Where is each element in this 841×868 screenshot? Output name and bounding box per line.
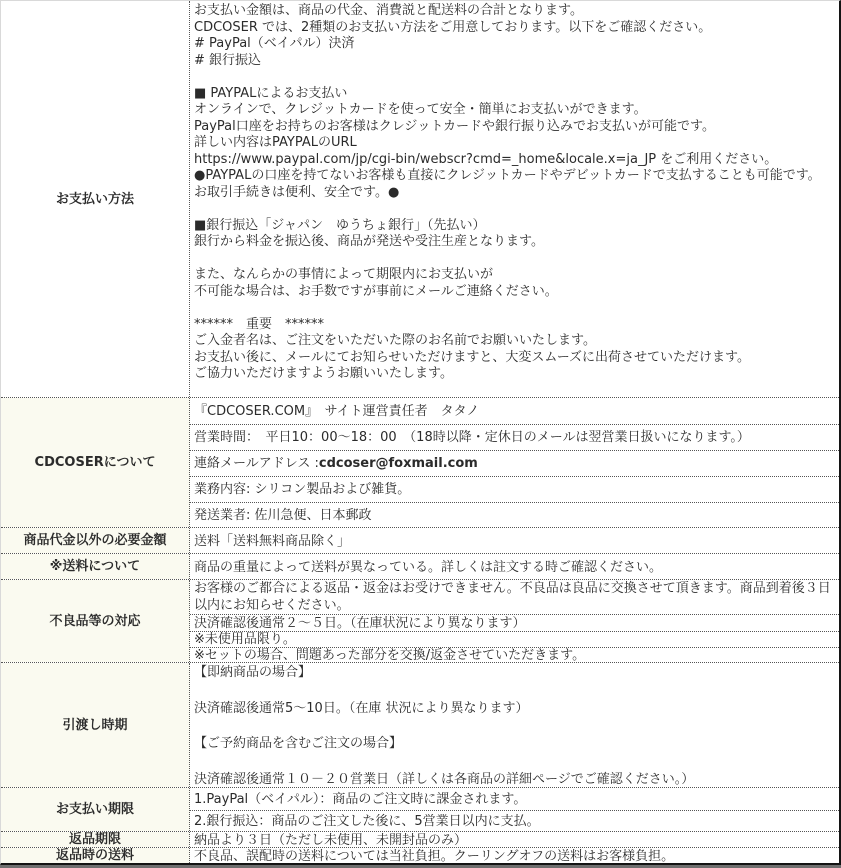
text-line [194,251,835,268]
business-hours-line: 営業時間： 平日10：00～18：00 （18時以降・定休日のメールは翌営業日扱いになります。） [190,424,839,450]
row-header-label: お支払い方法 [55,191,134,207]
extra-charges-text: 送料「送料無料商品除く」 [194,533,351,549]
shipping-carrier-line: 発送業者: 佐川急便、日本郵政 [190,502,839,527]
row-extra-charges [1,527,839,553]
row-header-label: ※送料について [49,559,141,574]
text-line: お取引手続きは便利、安全です。● [194,184,400,200]
row-header-about-cdcoser [1,398,190,527]
text-line: ご入金者名は、ご注文をいただいた際のお名前でお願いいたします。 [194,333,596,348]
return-shipping-text: 不良品、誤配時の送料については当社負担。クーリングオフの送料はお客様負担。 [194,848,675,863]
text-line [194,682,835,700]
text-line [194,753,835,771]
text-line: お支払い金額は、商品の代金、消費説と配送料の合計となります。 [194,3,583,18]
site-operator-line: 『CDCOSER.COM』 サイト運営責任者 タタノ [194,403,480,419]
delivery-time-content [190,663,839,787]
row-payment-deadline [1,787,839,831]
contact-email-label: 連絡メールアドレス : [194,456,319,471]
text-line: 決済確認後通常5～10日。（在庫 状況により異なります） [194,700,529,716]
text-line: 決済確認後通常１０－２０営業日（詳しくは各商品の詳細ページでご確認ください。） [194,771,695,787]
text-line: PayPal口座をお持ちのお客様はクレジットカードや銀行振り込みでお支払いが可能です。 [194,118,715,134]
text-line: 銀行から料金を振込後、商品が発送や受注生産となります。 [194,234,544,249]
text-line: ****** 重要 ****** [194,316,325,332]
row-shipping-note [1,553,839,579]
business-description-line: 業務内容: シリコン製品および雑貨。 [190,476,839,502]
row-header-label: CDCOSERについて [34,455,156,470]
row-header-extra-charges [1,528,190,553]
row-return-deadline [1,831,839,847]
text-line: # PayPal（ベイパル）決済 [194,36,355,51]
row-header-payment-deadline [1,788,190,831]
return-shipping-content [190,848,839,863]
row-header-delivery-time [1,663,190,787]
row-header-label: お支払い期限 [55,802,134,817]
about-cdcoser-content [190,398,839,527]
defective-items-content [190,580,839,662]
text-line [194,717,835,735]
row-about-cdcoser [1,397,839,527]
text-line: お支払い後に、メールにてお知らせいただけますと、大変スムーズに出荷させていただけます。 [194,349,751,365]
text-line: ●PAYPALの口座を持てないお客様も直接にクレジットカードやデビットカードで支払することも可能です。 [194,168,821,183]
text-line: オンラインで、クレジットカードを使って安全・簡単にお支払いができます。 [194,102,647,117]
row-header-return-shipping [1,848,190,863]
row-delivery-time [1,662,839,787]
text-line: また、なんらかの事情によって期限内にお支払いが [194,267,494,282]
text-line: 詳しい内容はPAYPALのURL [194,135,357,150]
row-header-label: 商品代金以外の必要金額 [23,533,167,548]
defective-processing-time: 決済確認後通常２～５日。（在庫状況により異なります） [190,614,839,631]
row-header-shipping-note [1,554,190,579]
text-line: ご協力いただけますようお願いいたします。 [194,366,453,381]
text-line [194,69,835,86]
row-return-shipping [1,847,839,863]
text-line: 【即納商品の場合】 [194,665,312,680]
text-line: ■ PAYPALによるお支払い [194,85,348,101]
extra-charges-content [190,528,839,553]
payment-method-content [190,1,839,397]
text-line [194,201,835,218]
row-header-defective-items [1,580,190,662]
row-payment-method [1,1,839,397]
text-line: # 銀行振込 [194,52,262,68]
row-header-label: 返品時の送料 [55,848,134,863]
shipping-note-text: 商品の重量によって送料が異なっている。詳しくは註文する時ご確認ください。 [194,559,663,575]
row-header-label: 不良品等の対応 [49,613,141,629]
row-header-label: 返品期限 [68,832,121,847]
defective-policy-text: お客様のご都合による返品・返金はお受けできません。不良品は良品に交換させて頂きます。商品到着後３日以内にお知らせください。 [194,581,831,613]
row-header-payment-method [1,1,190,397]
row-defective-items [1,579,839,662]
return-deadline-content [190,832,839,847]
text-line [194,300,835,317]
defective-unused-only-note: ※未使用品限り。 [190,631,839,647]
payment-deadline-paypal: 1.PayPal（ベイパル）：商品のご注文時に課金されます。 [194,791,527,807]
return-deadline-text: 納品より３日（ただし未使用、未開封品のみ） [194,832,468,847]
text-line: 不可能な場合は、お手数ですが事前にメールご連絡ください。 [194,283,558,299]
email-address: cdcoser@foxmail.com [318,456,478,471]
text-line: CDCOSER では、2種類のお支払い方法をご用意しております。以下をご確認ください。 [194,19,712,35]
text-line: ■銀行振込「ジャパン ゆうちょ銀行」（先払い） [194,217,486,233]
row-header-label: 引渡し時期 [62,717,128,733]
text-line: 【ご予約商品を含むご注文の場合】 [194,736,403,752]
text-line: https://www.paypal.com/jp/cgi-bin/webscr?cmd=_home&locale.x=ja_JP をご利用ください。 [194,151,778,167]
payment-deadline-content [190,788,839,831]
payment-deadline-bank: 2.銀行振込：商品のご注文した後に、5営業日以内に支払。 [190,810,839,831]
defective-set-note: ※セットの場合、問題あった部分を交換/返金させていただきます。 [190,647,839,662]
row-header-return-deadline [1,832,190,847]
contact-email-line [190,450,839,476]
shipping-note-content [190,554,839,579]
